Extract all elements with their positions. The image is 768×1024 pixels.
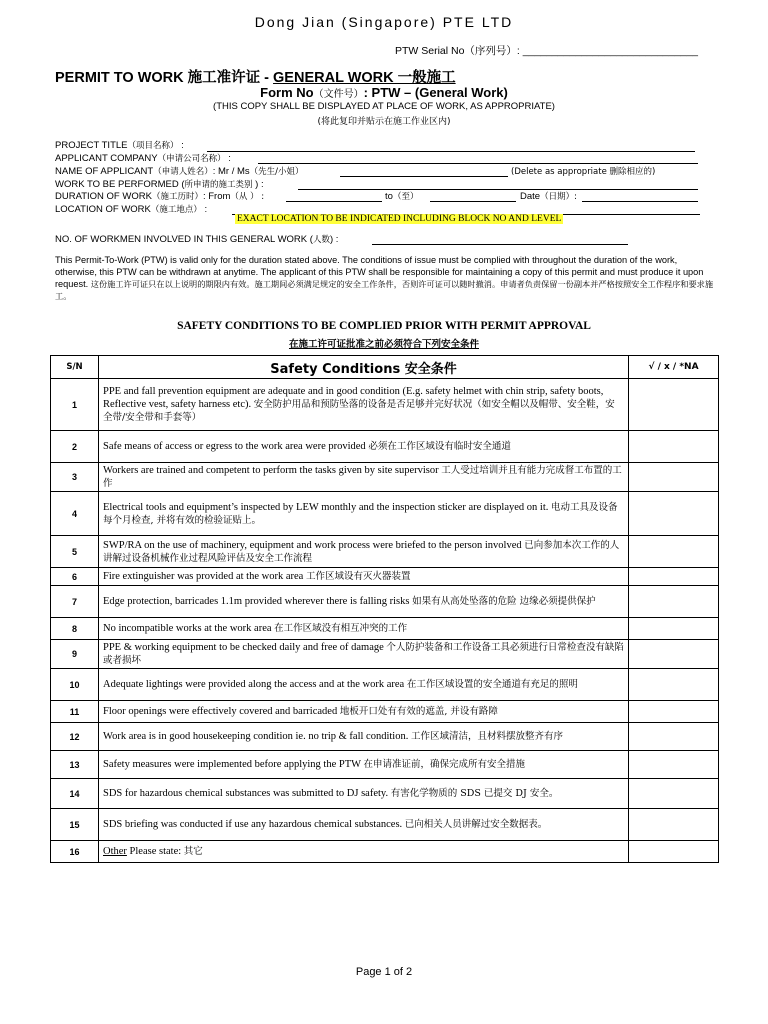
row-check-cell[interactable] <box>629 809 719 841</box>
row-condition-zh: 安全防护用品和预防坠落的设备是否足够并完好状况（如安全帽以及帽带、安全鞋，安全带/安全带和手套等） <box>103 399 615 423</box>
table-row <box>51 841 719 863</box>
table-row <box>51 568 719 586</box>
row-check-cell[interactable] <box>629 640 719 669</box>
duration-to-field[interactable] <box>430 201 516 202</box>
row-check-cell[interactable] <box>629 431 719 463</box>
row-condition <box>99 618 629 640</box>
workmen-field[interactable] <box>372 244 628 245</box>
table-row <box>51 809 719 841</box>
date-field[interactable] <box>582 201 698 202</box>
page-number: Page 1 of 2 <box>355 966 413 978</box>
row-sn: 13 <box>51 751 99 779</box>
delete-note: (Delete as appropriate 删除相应的) <box>511 167 656 177</box>
row-condition <box>99 640 629 669</box>
row-condition <box>99 463 629 492</box>
row-sn: 7 <box>51 586 99 618</box>
row-sn: 15 <box>51 809 99 841</box>
row-sn: 3 <box>51 463 99 492</box>
table-row <box>51 463 719 492</box>
validity-cn: 这份施工许可证只在以上说明的期限内有效。施工期间必须满足规定的安全工作条件，否则许可证可以随时撤消。申请者负责保留一份副本并严格按照安全工作程序和要求施工。 <box>55 279 714 301</box>
ptw-serial-field[interactable]: PTW Serial No（序列号）: ______________________________ <box>395 45 698 57</box>
validity-en: This Permit-To-Work (PTW) is valid only for the duration stated above. The conditions of issue must be complied with throughout the duration of the work, otherwise, this PTW can be withdrawn at anytime. The applicant of this PTW shall be responsible for maintaining a copy of this permit and must produce it upon request. <box>55 255 704 289</box>
row-condition-zh: 在工作区域设置的安全通道有充足的照明 <box>406 679 578 690</box>
permit-title-type: GENERAL WORK 一般施工 <box>273 70 456 86</box>
row-check-cell[interactable] <box>629 723 719 751</box>
row-condition-zh: 地板开口处有有效的遮盖, 并设有路障 <box>339 706 498 717</box>
project-title-field[interactable] <box>207 151 695 152</box>
row-condition-en: Edge protection, barricades 1.1m provided wherever there is falling risks <box>103 596 410 607</box>
column-header-check: √ / x / *NA <box>629 356 719 379</box>
row-condition-en: Floor openings were effectively covered and barricaded <box>103 706 338 717</box>
section-subtitle: 在施工许可证批准之前必须符合下列安全条件 <box>288 339 479 350</box>
table-row <box>51 586 719 618</box>
row-sn: 16 <box>51 841 99 863</box>
row-condition <box>99 669 629 701</box>
row-condition-zh: 工作区域设有灭火器装置 <box>305 571 411 582</box>
row-condition-en: PPE & working equipment to be checked daily and free of damage <box>103 642 384 653</box>
table-row <box>51 701 719 723</box>
row-check-cell[interactable] <box>629 751 719 779</box>
section-title: SAFETY CONDITIONS TO BE COMPLIED PRIOR WITH PERMIT APPROVAL <box>177 320 591 332</box>
copy-note-cn: (将此复印并贴示在施工作业区内) <box>317 117 451 127</box>
row-condition <box>99 809 629 841</box>
row-condition <box>99 492 629 536</box>
form-number <box>0 85 768 100</box>
permit-title <box>55 66 456 87</box>
row-condition-en: SDS briefing was conducted if use any hazardous chemical substances. <box>103 819 403 830</box>
table-row <box>51 669 719 701</box>
copy-note-en: (THIS COPY SHALL BE DISPLAYED AT PLACE OF WORK, AS APPROPRIATE) <box>213 101 555 112</box>
row-condition-en: Fire extinguisher was provided at the work area <box>103 571 304 582</box>
table-row <box>51 618 719 640</box>
duration-from-field[interactable] <box>286 201 382 202</box>
row-condition-en: PPE and fall prevention equipment are adequate and in good condition (E.g. safety helmet with chin strip, safety boots, Reflective vest, safety harness etc). <box>103 386 604 410</box>
applicant-name-label: NAME OF APPLICANT（申请人姓名）: Mr / Ms（先生/小姐） <box>55 166 304 177</box>
row-condition-en: Please state: <box>126 846 182 857</box>
row-check-cell[interactable] <box>629 586 719 618</box>
column-header-sn: S/N <box>51 356 99 379</box>
row-condition <box>99 431 629 463</box>
row-condition-en: Safety measures were implemented before applying the PTW <box>103 759 361 770</box>
row-condition-zh: 工人受过培训并且有能力完成督工布置的工作 <box>103 465 622 489</box>
row-condition <box>99 779 629 809</box>
table-row <box>51 492 719 536</box>
row-condition <box>99 701 629 723</box>
row-condition-zh: 其它 <box>183 846 203 857</box>
table-header-row <box>51 356 719 379</box>
row-condition <box>99 586 629 618</box>
applicant-company-label: APPLICANT COMPANY（申请公司名称） : <box>55 153 231 164</box>
row-sn: 9 <box>51 640 99 669</box>
row-sn: 5 <box>51 536 99 568</box>
row-sn: 6 <box>51 568 99 586</box>
row-check-cell[interactable] <box>629 841 719 863</box>
row-sn: 10 <box>51 669 99 701</box>
work-to-perform-field[interactable] <box>298 189 698 190</box>
table-row <box>51 751 719 779</box>
row-condition-en: SDS for hazardous chemical substances was submitted to DJ safety. <box>103 788 389 799</box>
permit-title-main: PERMIT TO WORK 施工准许证 - <box>55 70 274 86</box>
duration-to-label: to（至） <box>385 191 419 202</box>
row-condition-other: Other <box>103 846 127 857</box>
applicant-name-field[interactable] <box>340 176 508 177</box>
applicant-company-field[interactable] <box>258 163 698 164</box>
row-sn: 1 <box>51 379 99 431</box>
row-condition-en: Adequate lightings were provided along the access and at the work area <box>103 679 405 690</box>
row-condition <box>99 723 629 751</box>
work-to-perform-label: WORK TO BE PERFORMED (所申请的施工类别 ) : <box>55 179 264 190</box>
row-check-cell[interactable] <box>629 379 719 431</box>
form-no-label: Form No <box>260 85 314 100</box>
row-condition-zh: 电动工具及设备每个月检查, 并将有效的检验证贴上。 <box>103 501 618 526</box>
location-note: EXACT LOCATION TO BE INDICATED INCLUDING BLOCK NO AND LEVEL <box>237 214 562 224</box>
row-condition-zh: 必须在工作区域设有临时安全通道 <box>368 441 511 452</box>
row-condition-en: Workers are trained and competent to perform the tasks given by site supervisor <box>103 465 439 476</box>
table-row <box>51 431 719 463</box>
row-condition-en: SWP/RA on the use of machinery, equipment and work process were briefed to the person involved <box>103 539 522 551</box>
safety-conditions-table <box>50 355 719 863</box>
table-row <box>51 536 719 568</box>
date-label: Date（日期）: <box>520 191 577 202</box>
row-condition-zh: 工作区域清洁，且材料摆放整齐有序 <box>410 731 563 742</box>
row-check-cell[interactable] <box>629 492 719 536</box>
row-condition-en: Work area is in good housekeeping condition ie. no trip & fall condition. <box>103 731 409 742</box>
row-condition-zh: 在工作区域没有相互冲突的工作 <box>274 623 408 634</box>
project-title-label: PROJECT TITLE（项目名称） : <box>55 140 184 151</box>
table-row <box>51 379 719 431</box>
row-condition-zh: 已向相关人员讲解过安全数据表。 <box>404 819 548 830</box>
row-sn: 4 <box>51 492 99 536</box>
row-condition <box>99 536 629 568</box>
table-row <box>51 640 719 669</box>
row-check-cell[interactable] <box>629 463 719 492</box>
duration-label: DURATION OF WORK（施工历时）: From（从 ） : <box>55 191 265 202</box>
table-row <box>51 723 719 751</box>
row-condition <box>99 841 629 863</box>
form-no-cn: （文件号） <box>313 89 364 100</box>
row-condition <box>99 751 629 779</box>
validity-paragraph <box>55 254 715 302</box>
row-check-cell[interactable] <box>629 618 719 640</box>
row-sn: 14 <box>51 779 99 809</box>
row-check-cell[interactable] <box>629 779 719 809</box>
row-condition-en: Safe means of access or egress to the work area were provided <box>103 441 366 452</box>
table-row <box>51 779 719 809</box>
row-check-cell[interactable] <box>629 669 719 701</box>
row-condition-zh: 有害化学物质的 SDS 已提交 DJ 安全。 <box>390 788 559 799</box>
row-sn: 8 <box>51 618 99 640</box>
row-condition-en: No incompatible works at the work area <box>103 623 272 634</box>
row-check-cell[interactable] <box>629 568 719 586</box>
column-header-conditions: Safety Conditions 安全条件 <box>99 356 629 379</box>
row-condition-zh: 个人防护装备和工作设备工具必须进行日常检查没有缺陷或者损坏 <box>103 642 624 666</box>
form-no-value: : PTW – (General Work) <box>363 85 508 100</box>
row-condition-zh: 如果有从高处坠落的危险 边缘必须提供保护 <box>412 596 596 607</box>
company-name: Dong Jian (Singapore) PTE LTD <box>254 14 514 30</box>
row-sn: 11 <box>51 701 99 723</box>
row-condition-zh: 在申请准证前，确保完成所有安全措施 <box>363 759 525 770</box>
row-sn: 12 <box>51 723 99 751</box>
row-check-cell[interactable] <box>629 701 719 723</box>
row-condition <box>99 568 629 586</box>
row-sn: 2 <box>51 431 99 463</box>
workmen-label: NO. OF WORKMEN INVOLVED IN THIS GENERAL WORK (人数) : <box>55 234 339 245</box>
row-condition <box>99 379 629 431</box>
row-condition-zh: 已向参加本次工作的人讲解过设备机械作业过程风险评估及安全工作流程 <box>103 539 620 564</box>
row-condition-en: Electrical tools and equipment’s inspected by LEW monthly and the inspection sticker are displayed on it. <box>103 501 549 513</box>
location-label: LOCATION OF WORK（施工地点） : <box>55 204 208 215</box>
row-check-cell[interactable] <box>629 536 719 568</box>
